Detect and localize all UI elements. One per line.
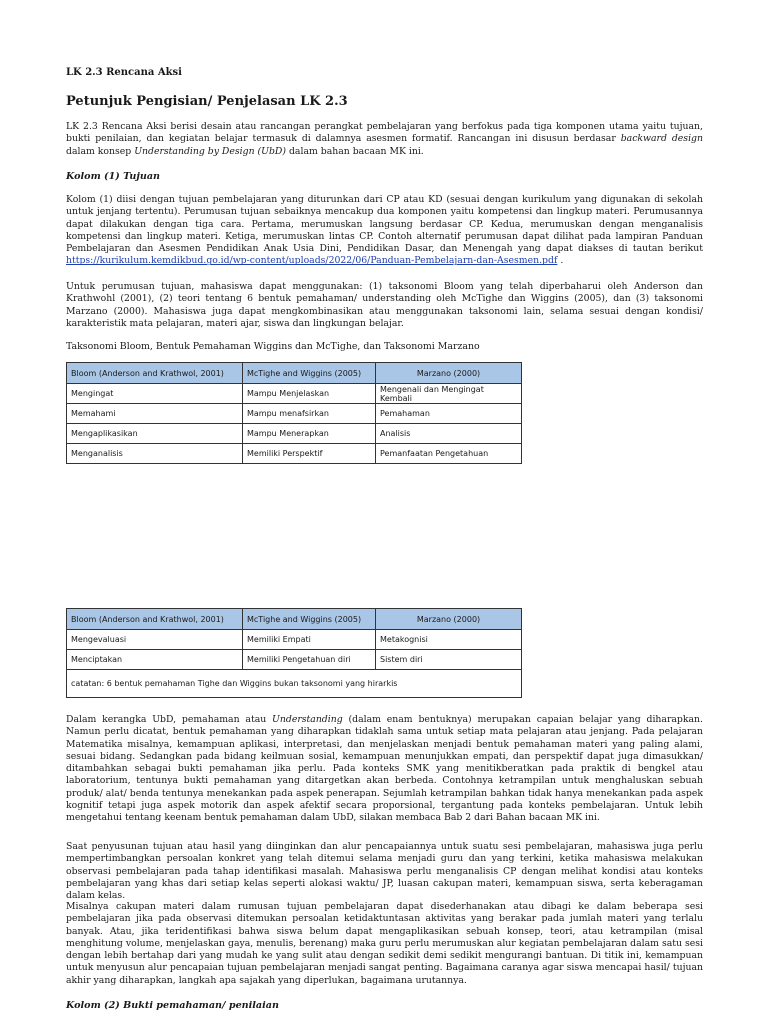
kolom1-title: Kolom (1) Tujuan	[66, 171, 161, 182]
table-row	[67, 424, 522, 444]
table-row	[67, 444, 522, 464]
table-cell: Mengenali dan Mengingat Kembali	[376, 384, 522, 404]
table-note: catatan: 6 bentuk pemahaman Tighe dan Wiggins bukan taksonomi yang hirarkis	[67, 670, 522, 698]
ubd-text-1: Dalam kerangka UbD, pemahaman atau	[66, 714, 273, 725]
header-marzano: Marzano (2000)	[376, 363, 522, 384]
table-cell: Pemahaman	[376, 404, 522, 424]
header-bloom: Bloom (Anderson and Krathwol, 2001)	[67, 363, 243, 384]
table-cell: Memahami	[67, 404, 243, 424]
panduan-link[interactable]: https://kurikulum.kemdikbud.go.id/wp-content/uploads/2022/06/Panduan-Pembelajarn-dan-Asesmen.pdf	[66, 255, 558, 267]
table-row	[67, 384, 522, 404]
table-row	[67, 630, 522, 650]
ubd-italic: Understanding	[272, 714, 343, 725]
table-note-row	[67, 670, 522, 698]
ubd-text-2: (dalam enam bentuknya) merupakan capaian belajar yang diharapkan. Namun perlu dicatat, bentuk pemahaman yang diharapkan tidaklah sama untuk setiap mata pelajaran atau jenjang. Pada pelajaran Matematika misalnya, kemampuan aplikasi, interpretasi, dan menjelaskan menjadi bentuk pemahaman materi yang paling alami, sesuai bidang. Sedangkan pada bidang keilmuan sosial, kemampuan menunjukkan empati, dan perspektif dapat juga dimasukkan/ ditambahkan sebagai bukti pemahaman jika perlu. Pada konteks SMK yang menitikberatkan pada praktik di bengkel atau laboratorium, tentunya bukti pemahaman yang ditargetkan akan berbeda. Contohnya ketrampilan untuk menghaluskan sebuah produk/ alat/ benda tentunya menekankan pada aspek penerapan. Sejumlah ketrampilan bahkan tidak hanya menekankan pada aspek kognitif tetapi juga aspek motorik dan aspek afektif secara proporsional, tergantung pada konteks pembelajaran. Untuk lebih mengetahui tentang keenam bentuk pemahaman dalam UbD, silakan membaca Bab 2 dari Bahan bacaan MK ini.	[66, 714, 704, 824]
saat-paragraph: Saat penyusunan tujuan atau hasil yang diinginkan dan alur pencapaiannya untuk suatu sesi pembelajaran, mahasiswa juga perlu mempertimbangkan persoalan konkret yang telah ditemui selama menjadi guru dan yang terkini, ketika mahasiswa melakukan observasi pembelajaran pada tahap identifikasi masalah. Mahasiswa perlu menganalisis CP dengan melihat kondisi atau konteks pembelajaran yang khas dari setiap kelas seperti alokasi waktu/ JP, luasan cakupan materi, kemampuan siswa, serta keberagaman dalam kelas.	[66, 841, 703, 902]
intro-italic-2: Understanding by Design (UbD)	[134, 145, 287, 157]
table-row	[67, 650, 522, 670]
kolom2-title: Kolom (2) Bukti pemahaman/ penilaian	[66, 1000, 279, 1011]
table-cell: Memiliki Empati	[243, 630, 376, 650]
section-heading: Petunjuk Pengisian/ Penjelasan LK 2.3	[66, 94, 348, 109]
table-cell: Memiliki Perspektif	[243, 444, 376, 464]
ubd-paragraph	[66, 714, 703, 825]
kolom1-para1-tail: .	[557, 255, 564, 267]
kolom1-paragraph-1	[66, 194, 703, 268]
table-cell: Pemanfaatan Pengetahuan	[376, 444, 522, 464]
kolom1-paragraph-2: Untuk perumusan tujuan, mahasiswa dapat menggunakan: (1) taksonomi Bloom yang telah diperbaharui oleh Anderson dan Krathwohl (2001), (2) teori tentang 6 bentuk pemahaman/ understanding oleh McTighe dan Wiggins (2005), dan (3) taksonomi Marzano (2000). Mahasiswa juga dapat mengkombinasikan atau menggunakan taksonomi lain, selama sesuai dengan kondisi/ karakteristik mata pelajaran, materi ajar, siswa dan lingkungan belajar.	[66, 281, 703, 329]
misal-paragraph: Misalnya cakupan materi dalam rumusan tujuan pembelajaran dapat disederhanakan atau dibagi ke dalam beberapa sesi pembelajaran jika pada observasi ditemukan persoalan ketidaktuntasan aktivitas yang berakar pada jumlah materi yang terlalu banyak. Atau, jika teridentifikasi bahwa siswa belum dapat mengaplikasikan sebuah konsep, teori, atau ketrampilan (misal menghitung volume, menjelaskan gaya, menulis, berenang) maka guru perlu merumuskan alur kegiatan pembelajaran dalam satu sesi dengan lebih bertahap dari yang mudah ke yang sulit atau dengan sedikit demi sedikit mengurangi bantuan. Di titik ini, kemampuan untuk menyusun alur pencapaian tujuan pembelajaran menjadi sangat penting. Bagaimana caranya agar siswa mencapai hasil/ tujuan akhir yang diharapkan, langkah apa sajakah yang diperlukan, bagaimana urutannya.	[66, 901, 703, 986]
table-row	[67, 404, 522, 424]
table-cell: Mengevaluasi	[67, 630, 243, 650]
table-cell: Mampu Menjelaskan	[243, 384, 376, 404]
table-cell: Mengaplikasikan	[67, 424, 243, 444]
document-title: LK 2.3 Rencana Aksi	[66, 67, 182, 78]
table-cell: Mengingat	[67, 384, 243, 404]
intro-paragraph	[66, 121, 703, 158]
table-cell: Metakognisi	[376, 630, 522, 650]
table-cell: Memiliki Pengetahuan diri	[243, 650, 376, 670]
header-mctighe: McTighe and Wiggins (2005)	[243, 363, 376, 384]
table-cell: Menciptakan	[67, 650, 243, 670]
intro-text-2: dalam konsep	[66, 145, 135, 157]
header-bloom: Bloom (Anderson and Krathwol, 2001)	[67, 609, 243, 630]
table-cell: Mampu Menerapkan	[243, 424, 376, 444]
intro-text-3: dalam bahan bacaan MK ini.	[286, 145, 424, 157]
table-cell: Analisis	[376, 424, 522, 444]
table-caption: Taksonomi Bloom, Bentuk Pemahaman Wiggins dan McTighe, dan Taksonomi Marzano	[66, 341, 480, 352]
intro-italic-1: backward design	[620, 133, 703, 145]
taxonomy-table-2	[66, 608, 522, 698]
intro-text-1: LK 2.3 Rencana Aksi berisi desain atau rancangan perangkat pembelajaran yang berfokus pada tiga komponen utama yaitu tujuan, bukti penilaian, dan kegiatan belajar termasuk di dalamnya asesmen formatif. Rancangan ini disusun berdasar	[66, 121, 703, 145]
kolom1-para1-text: Kolom (1) diisi dengan tujuan pembelajaran yang diturunkan dari CP atau KD (sesuai dengan kurikulum yang digunakan di sekolah untuk jenjang tertentu). Perumusan tujuan sebaiknya mencakup dua komponen yaitu kompetensi dan lingkup materi. Perumusannya dapat dilakukan dengan tiga cara. Pertama, merumuskan langsung berdasar CP. Kedua, merumuskan dengan menganalisis kompetensi dan lingkup materi. Ketiga, merumuskan lintas CP. Contoh alternatif perumusan dapat dilihat pada lampiran Panduan Pembelajaran dan Asesmen Pendidikan Anak Usia Dini, Pendidikan Dasar, dan Menengah yang dapat diakses di tautan berikut	[66, 194, 703, 255]
taxonomy-table-1	[66, 362, 522, 464]
header-marzano: Marzano (2000)	[376, 609, 522, 630]
table-cell: Mampu menafsirkan	[243, 404, 376, 424]
table-header-row	[67, 363, 522, 384]
table-cell: Menganalisis	[67, 444, 243, 464]
table-header-row	[67, 609, 522, 630]
table-cell: Sistem diri	[376, 650, 522, 670]
header-mctighe: McTighe and Wiggins (2005)	[243, 609, 376, 630]
